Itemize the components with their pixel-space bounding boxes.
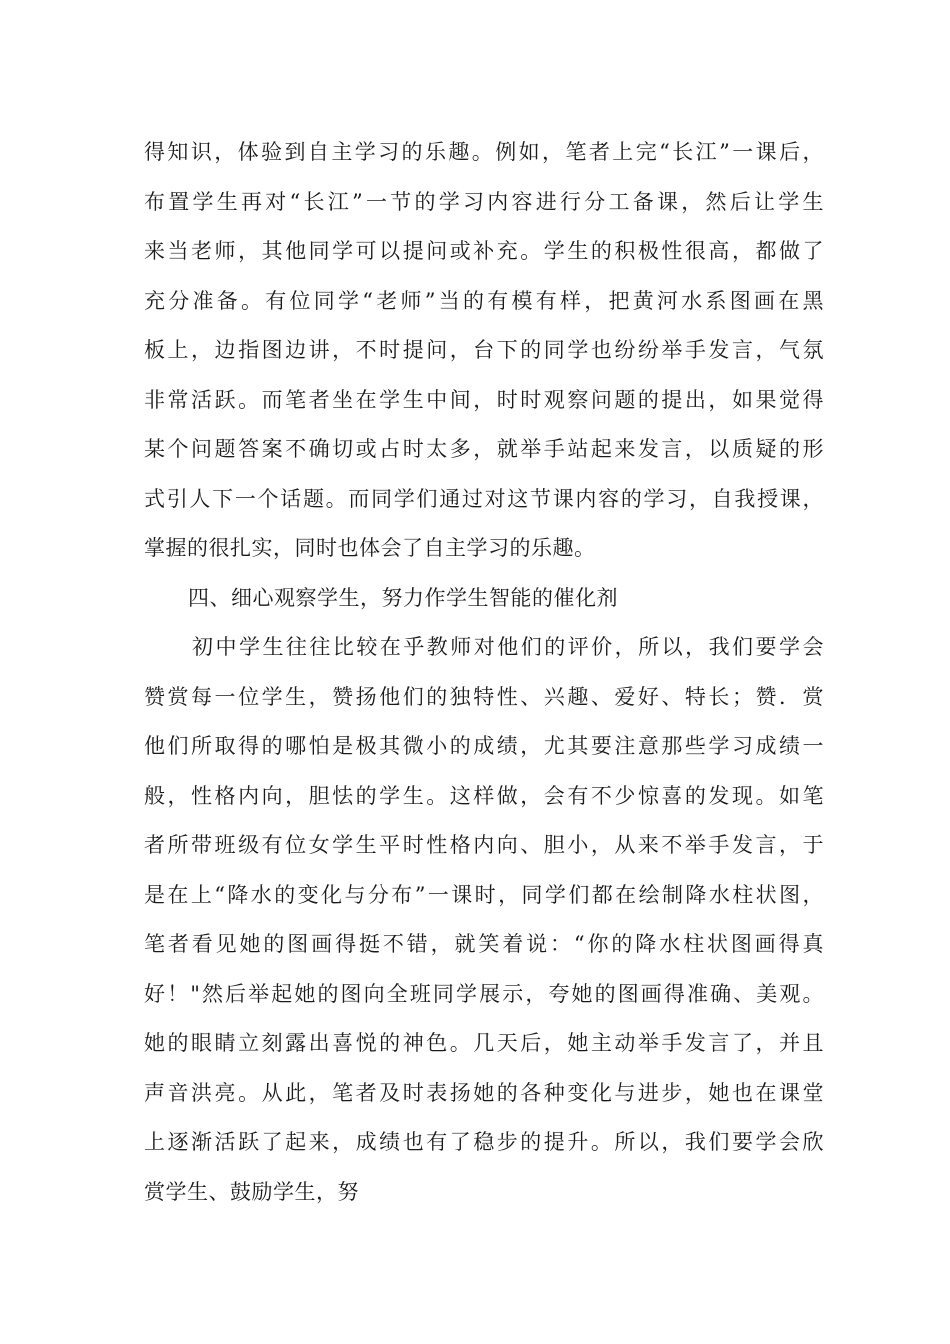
section-heading: 四、细心观察学生，努力作学生智能的催化剂	[188, 585, 618, 610]
paragraph-line: 笔者看见她的图画得挺不错，就笑着说：“你的降水柱状图画得真	[144, 932, 824, 956]
paragraph-line: 她的眼睛立刻露出喜悦的神色。几天后，她主动举手发言了，并且	[144, 1031, 824, 1055]
paragraph-line: 布置学生再对“长江”一节的学习内容进行分工备课，然后让学生	[144, 189, 824, 214]
paragraph-line: 初中学生往往比较在乎教师对他们的评价，所以，我们要学会	[192, 635, 824, 659]
paragraph-line: 他们所取得的哪怕是极其微小的成绩，尤其要注意那些学习成绩一	[144, 734, 824, 758]
paragraph-line: 来当老师，其他同学可以提问或补充。学生的积极性很高，都做了	[144, 239, 824, 263]
paragraph-line: 是在上“降水的变化与分布”一课时，同学们都在绘制降水柱状图，	[144, 882, 824, 907]
paragraph-line: 赏学生、鼓励学生，努	[144, 1179, 359, 1204]
paragraph-line: 某个问题答案不确切或占时太多，就举手站起来发言，以质疑的形	[144, 437, 824, 461]
paragraph-line: 上逐渐活跃了起来，成绩也有了稳步的提升。所以，我们要学会欣	[144, 1130, 824, 1154]
document-body	[144, 128, 824, 1217]
paragraph-line: 式引人下一个话题。而同学们通过对这节课内容的学习，自我授课，	[144, 486, 824, 511]
paragraph-line: 般，性格内向，胆怯的学生。这样做，会有不少惊喜的发现。如笔	[144, 783, 824, 808]
paragraph-line: 掌握的很扎实，同时也体会了自主学习的乐趣。	[144, 536, 596, 560]
paragraph-line: 好！"然后举起她的图向全班同学展示，夸她的图画得准确、美观。	[144, 981, 824, 1006]
paragraph-line: 充分准备。有位同学“老师”当的有模有样，把黄河水系图画在黑	[144, 288, 824, 313]
paragraph-line: 赞赏每一位学生，赞扬他们的独特性、兴趣、爱好、特长；赞．赏	[144, 684, 824, 709]
paragraph-line: 非常活跃。而笔者坐在学生中间，时时观察问题的提出，如果觉得	[144, 387, 824, 412]
paragraph-line: 声音洪亮。从此，笔者及时表扬她的各种变化与进步，她也在课堂	[144, 1080, 824, 1105]
paragraph-line: 板上，边指图边讲，不时提问，台下的同学也纷纷举手发言，气氛	[144, 338, 824, 362]
paragraph-line: 者所带班级有位女学生平时性格内向、胆小，从来不举手发言，于	[144, 833, 824, 857]
paragraph-line: 得知识，体验到自主学习的乐趣。例如，笔者上完“长江”一课后，	[144, 140, 824, 164]
